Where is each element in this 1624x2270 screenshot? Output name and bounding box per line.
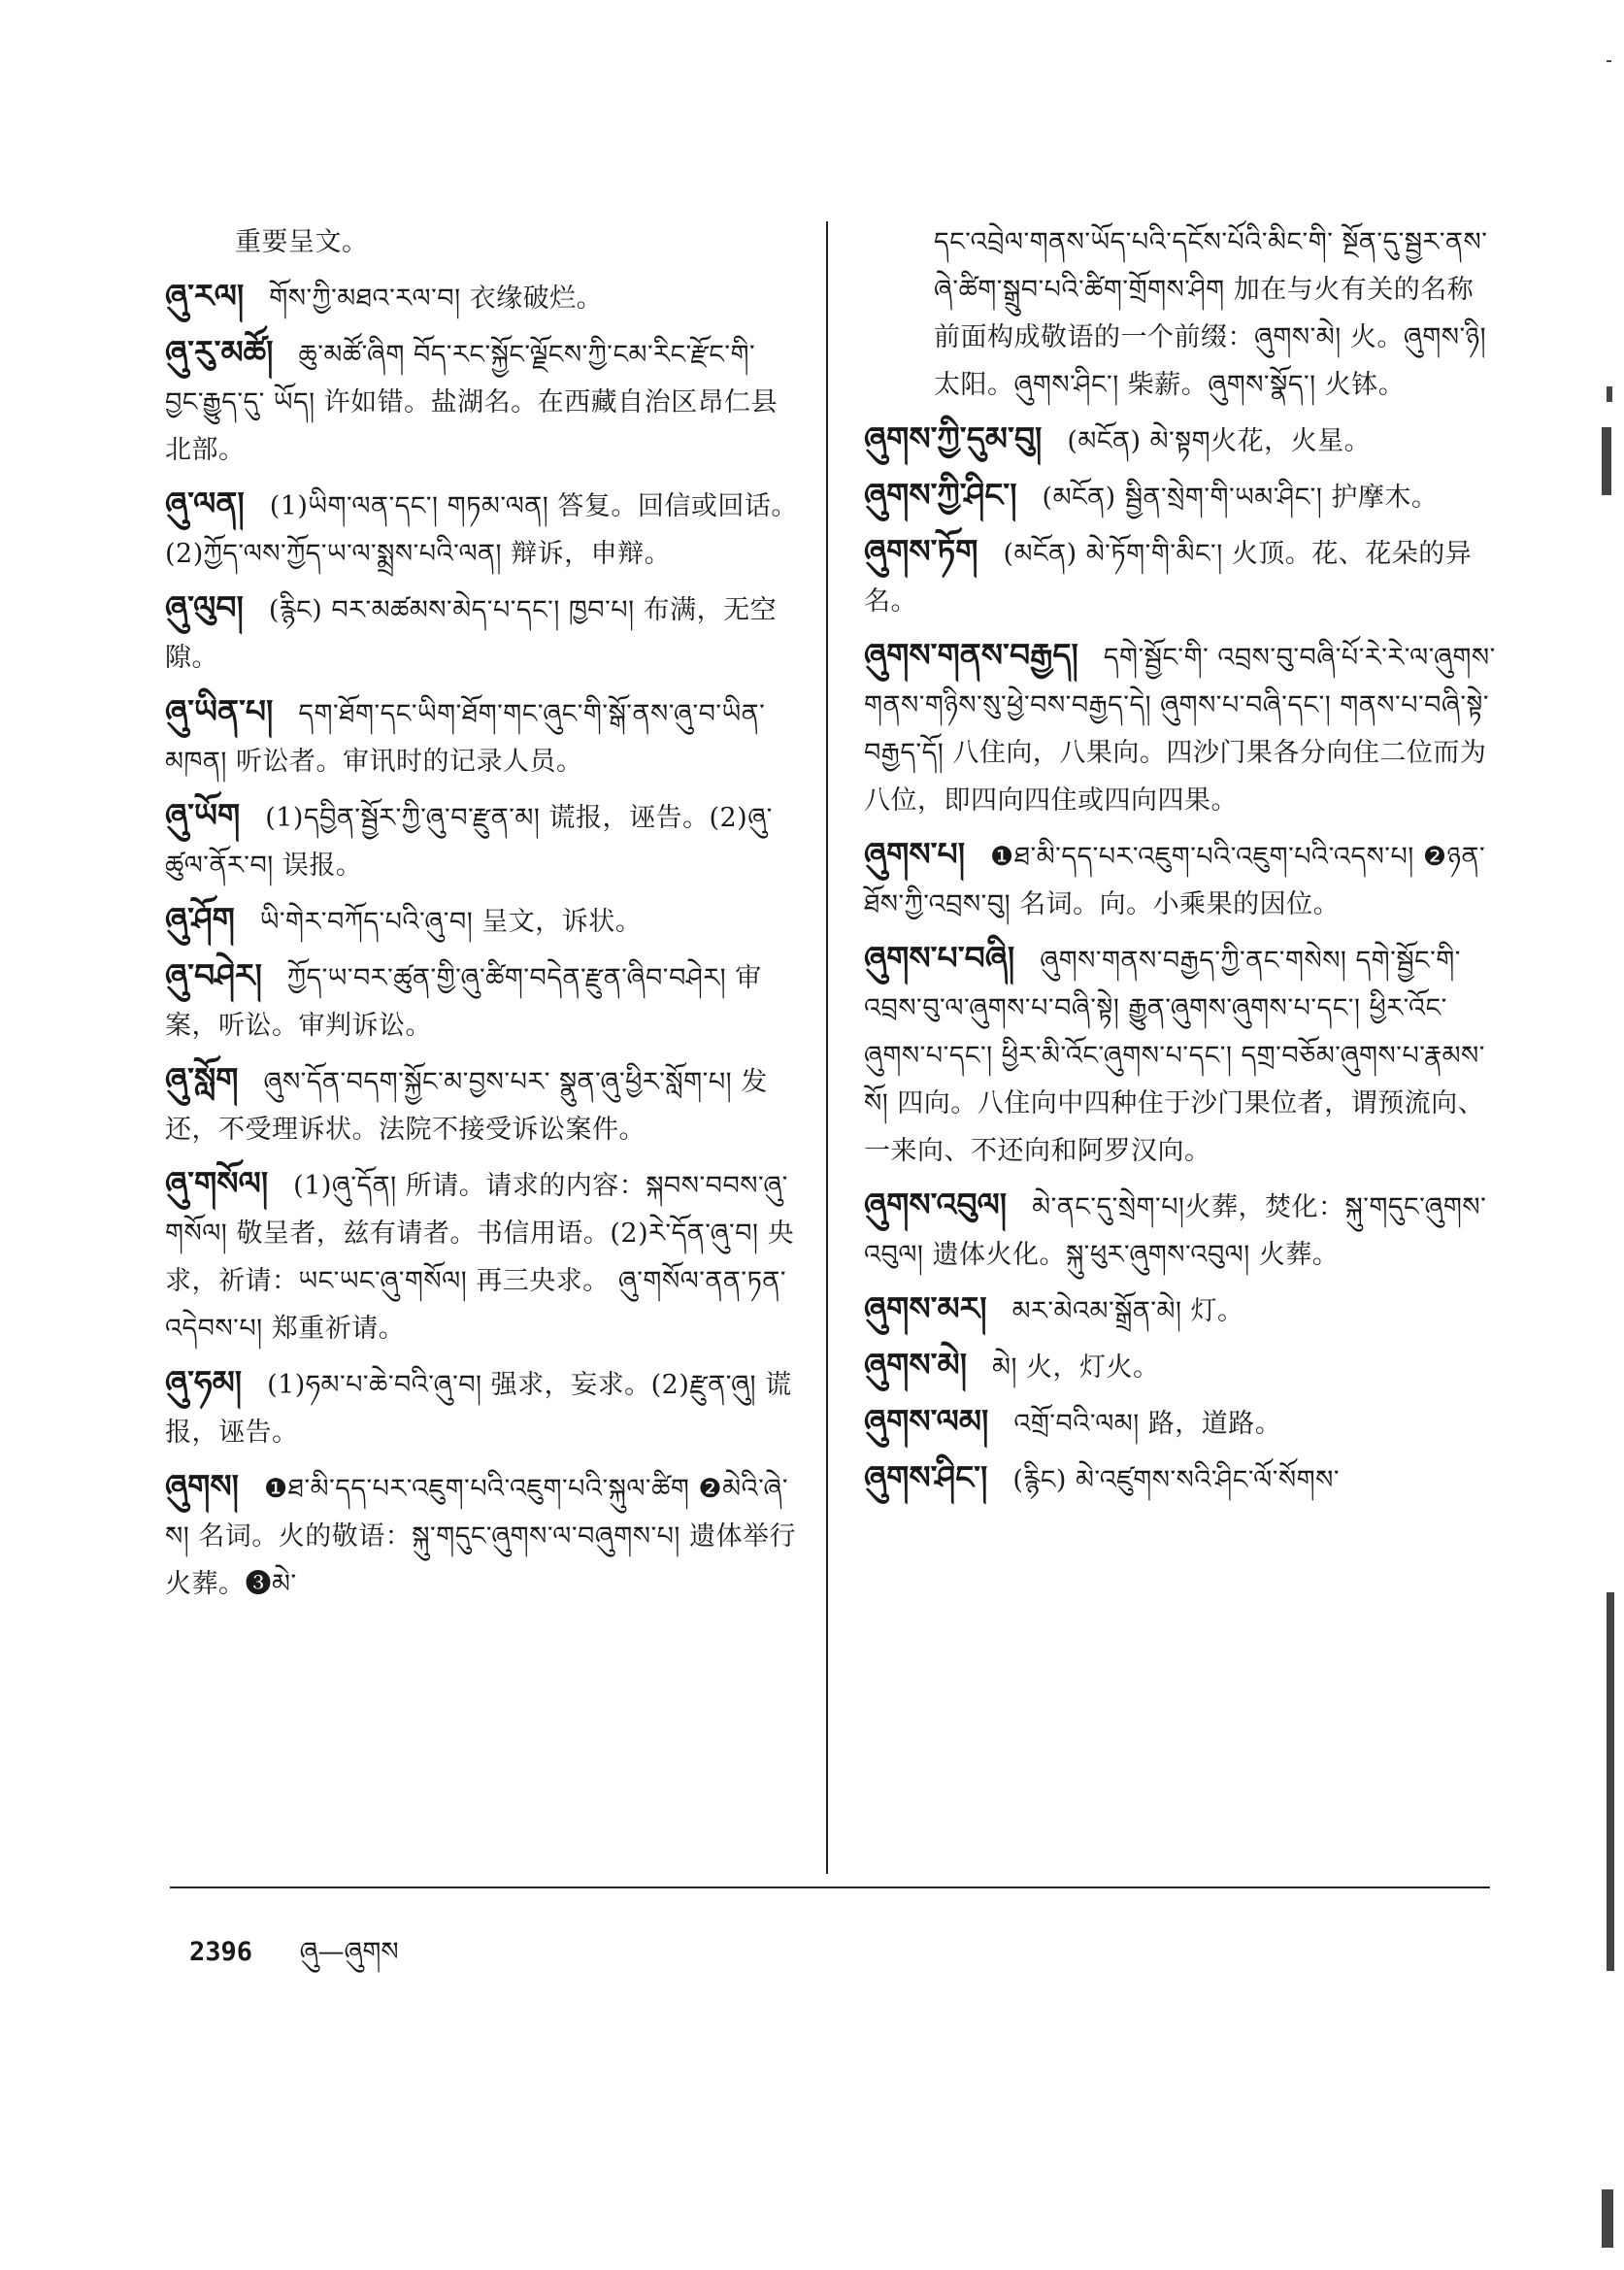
- dictionary-entry: [165, 328, 801, 474]
- margin-mark: [1607, 60, 1611, 62]
- entry-definition: (1)དབྱིན་སྦྱོར་ཀྱི་ཞུ་བ་རྫུན་མ། 谎报，诬告。(2)ཞུ་ཚུལ་ནོར་བ། 误报。: [165, 803, 773, 881]
- entry-definition: (1)ཞུ་དོན། 所请。请求的内容：སྐབས་བབས་ཞུ་གསོལ། 敬呈者，兹有请者。书信用语。(2)རེ་དོན་ཞུ་བ། 央求，祈请：ཡང་ཡང་ཞུ་གསོལ། 再三央求。 ཞུ་གསོལ་ནན་ཏན་འདེབས་པ། 郑重祈请。: [165, 1171, 795, 1344]
- dictionary-entry: [165, 480, 801, 578]
- entry-headword: ཞུ་ལུབ།: [165, 588, 244, 626]
- dictionary-entry: [165, 791, 801, 889]
- page-number: 2396: [189, 1937, 253, 1967]
- dictionary-entry: [165, 218, 801, 266]
- entry-headword: ཞུགས་མར།: [864, 1289, 987, 1327]
- dictionary-entry: [864, 415, 1500, 465]
- dictionary-entry: [165, 1462, 801, 1608]
- margin-mark: [1602, 427, 1611, 495]
- entry-definition: གོས་ཀྱི་མཐའ་རལ་བ། 衣缘破烂。: [269, 284, 604, 314]
- entry-definition: (རྙིང) བར་མཚམས་མེད་པ་དང་། ཁྱབ་པ། 布满，无空隙。: [165, 595, 778, 673]
- entry-definition: (མངོན) མེ་ཏོག་གི་མིང་། 火顶。花、花朵的异名。: [864, 539, 1473, 617]
- entry-headword: ཞུགས་པ།: [864, 835, 966, 873]
- dictionary-entry: [864, 631, 1500, 824]
- right-column: [864, 218, 1500, 1510]
- entry-definition: དགེ་སྦྱོང་གི་ འབྲས་བུ་བཞི་པོ་རེ་རེ་ལ་ཞུགས་གནས་གཉིས་སུ་ཕྱེ་བས་བརྒྱད་དེ། ཞུགས་པ་བཞི་དང་། གནས་པ་བཞི་སྟེ་བརྒྱད་དོ། 八住向，八果向。四沙门果各分向住二位而为八位，即四向四住或四向四果。: [864, 643, 1496, 816]
- entry-headword: ཞུ་བཤེར།: [165, 956, 262, 994]
- entry-definition: (1)ཡིག་ལན་དང་། གཏམ་ལན། 答复。回信或回话。 (2)ཀྱོད་ལས་ཀྱོད་ཡ་ལ་སྨྲས་པའི་ལན། 辩诉，申辩。: [165, 491, 798, 569]
- entry-definition: ❶ཐ་མི་དད་པར་འཇུག་པའི་འཇུག་པའི་སྐུལ་ཚིག ❷མེའི་ཞེ་ས། 名词。火的敬语：སྐུ་གདུང་ཞུགས་ལ་བཞུགས་པ། 遗体举行火葬。❸མེ་: [165, 1474, 796, 1599]
- dictionary-entry: [864, 1341, 1500, 1391]
- entry-headword: ཞུགས།: [165, 1467, 239, 1505]
- entry-headword: ཞུ་ཡོག: [165, 796, 241, 834]
- entry-definition: ཡི་གེར་བཀོད་པའི་ཞུ་བ། 呈文，诉状。: [259, 907, 643, 937]
- dictionary-entry: [165, 895, 801, 946]
- entry-definition: (1)ཧམ་པ་ཆེ་བའི་ཞུ་བ། 强求，妄求。(2)རྫུན་ཞུ། 谎报，诬告。: [165, 1370, 792, 1448]
- entry-headword: ཞུ་སློག: [165, 1060, 239, 1098]
- entry-definition: ཞུས་དོན་བདག་སྐྱོང་མ་བྱས་པར་ སྣུན་ཞུ་ཕྱིར་སློག་པ། 发还，不受理诉状。法院不接受诉讼案件。: [165, 1067, 768, 1145]
- entry-definition: འགྲོ་བའི་ལམ། 路，道路。: [1013, 1409, 1282, 1439]
- entry-headword: ཞུགས་ཀྱི་དུམ་བུ།: [864, 419, 1043, 457]
- dictionary-entry: [864, 934, 1500, 1175]
- dictionary-entry: [165, 1055, 801, 1153]
- margin-mark: [1607, 386, 1612, 402]
- entry-headword: ཞུ་རུ་མཚོ།: [165, 333, 274, 371]
- entry-headword: ཞུ་གསོལ།: [165, 1164, 269, 1202]
- dictionary-entry: [864, 218, 1500, 409]
- entry-headword: ཞུགས་འབུལ།: [864, 1185, 1008, 1223]
- dictionary-entry: [165, 272, 801, 322]
- dictionary-entry: [864, 471, 1500, 521]
- entry-headword: ཞུགས་གནས་བརྒྱད།: [864, 636, 1078, 674]
- page-range: ཞུ—ཞུགས: [299, 1937, 399, 1967]
- entry-definition: ཆུ་མཚོ་ཞིག བོད་རང་སྐྱོང་ལྗོངས་ཀྱི་ངམ་རིང་རྫོང་གི་ བྱང་རྒྱུད་དུ་ ཡོད། 许如错。盐湖名。在西藏自治区昂仁县北部。: [165, 340, 779, 465]
- entry-definition: དང་འབྲེལ་གནས་ཡོད་པའི་དངོས་པོའི་མིང་གི་ སྔོན་དུ་སྦྱར་ནས་ཞེ་ཚིག་སྒྲུབ་པའི་ཚིག་གྲོགས་ཤིག 加在与火有关的名称前面构成敬语的一个前缀：ཞུགས་མེ། 火。ཞུགས་ཉི། 太阳。ཞུགས་ཤིང་། 柴薪。ཞུགས་སྣོད་། 火钵。: [934, 227, 1488, 400]
- margin-mark: [1602, 2189, 1613, 2248]
- dictionary-entry: [165, 1358, 801, 1456]
- entry-definition: ❶ཐ་མི་དད་པར་འཇུག་པའི་འཇུག་པའི་འདས་པ། ❷ཉན་ཐོས་ཀྱི་འབྲས་བུ། 名词。向。小乘果的因位。: [864, 842, 1486, 919]
- entry-definition: 重要呈文。: [235, 227, 369, 257]
- dictionary-entry: [165, 687, 801, 785]
- dictionary-entry: [165, 1159, 801, 1352]
- dictionary-entry: [165, 584, 801, 682]
- entry-headword: ཞུ་ལན།: [165, 484, 245, 522]
- entry-headword: ཞུགས་མེ།: [864, 1346, 968, 1384]
- entry-definition: ཀྱོད་ཡ་བར་ཚུན་གྱི་ཞུ་ཚིག་བདེན་རྫུན་ཞིབ་བཤེར། 审案，听讼。审判诉讼。: [165, 963, 762, 1041]
- dictionary-entry: [864, 1181, 1500, 1279]
- entry-headword: ཞུགས་ཤིང་།: [864, 1458, 988, 1496]
- footer-rule: [170, 1886, 1490, 1888]
- left-column: [165, 218, 801, 1614]
- page-footer: [189, 1922, 399, 1996]
- dictionary-entry: [864, 1285, 1500, 1335]
- dictionary-entry: [864, 1397, 1500, 1448]
- dictionary-entry: [165, 951, 801, 1050]
- entry-definition: མེ། 火，灯火。: [992, 1352, 1160, 1383]
- entry-definition: མེ་ནང་དུ་སྲེག་པ།火葬，焚化：སྐུ་གདུང་ཞུགས་འབུལ། 遗体火化。སྐུ་ཕུར་ཞུགས་འབུལ། 火葬。: [864, 1192, 1487, 1270]
- entry-definition: མར་མེའམ་སྒྲོན་མེ། 灯。: [1011, 1296, 1244, 1326]
- entry-headword: ཞུ་ཡིན་པ།: [165, 692, 274, 730]
- entry-definition: (རྙིང) མེ་འཛུགས་སའི་ཤིང་ལོ་སོགས་: [1012, 1465, 1341, 1495]
- margin-mark: [1607, 1592, 1614, 1971]
- entry-headword: ཞུ་རལ།: [165, 277, 245, 315]
- entry-definition: (མངོན) སྦྱིན་སྲེག་གི་ཡམ་ཤིང་། 护摩木。: [1042, 483, 1439, 513]
- entry-headword: ཞུ་ཧམ།: [165, 1363, 243, 1401]
- entry-definition: ཞུགས་གནས་བརྒྱད་ཀྱི་ནང་གསེས། དགེ་སྦྱོང་གི་འབྲས་བུ་ལ་ཞུགས་པ་བཞི་སྟེ། རྒྱུན་ཞུགས་ཞུགས་པ་དང་། ཕྱིར་འོང་ཞུགས་པ་དང་། ཕྱིར་མི་འོང་ཞུགས་པ་དང་། དགྲ་བཅོམ་ཞུགས་པ་རྣམས་སོ། 四向。八住向中四种住于沙门果位者，谓预流向、一来向、不还向和阿罗汉向。: [864, 946, 1485, 1166]
- column-divider: [826, 221, 828, 1874]
- dictionary-entry: [864, 1453, 1500, 1504]
- entry-definition: དག་ཐོག་དང་ཡིག་ཐོག་གང་ཞུང་གི་སྒོ་ནས་ཞུ་བ་ཡིན་མཁན། 听讼者。审讯时的记录人员。: [165, 699, 766, 777]
- dictionary-entry: [864, 830, 1500, 928]
- entry-definition: (མངོན) མེ་སྟག火花，火星。: [1067, 426, 1372, 456]
- entry-headword: ཞུ་ཤོག: [165, 900, 235, 938]
- entry-headword: ཞུགས་པ་བཞི།: [864, 939, 1015, 977]
- entry-headword: ཞུགས་ལམ།: [864, 1402, 989, 1440]
- entry-headword: ཞུགས་ཏོག: [864, 532, 978, 570]
- entry-headword: ཞུགས་ཀྱི་ཤིང་།: [864, 476, 1017, 514]
- dictionary-entry: [864, 527, 1500, 625]
